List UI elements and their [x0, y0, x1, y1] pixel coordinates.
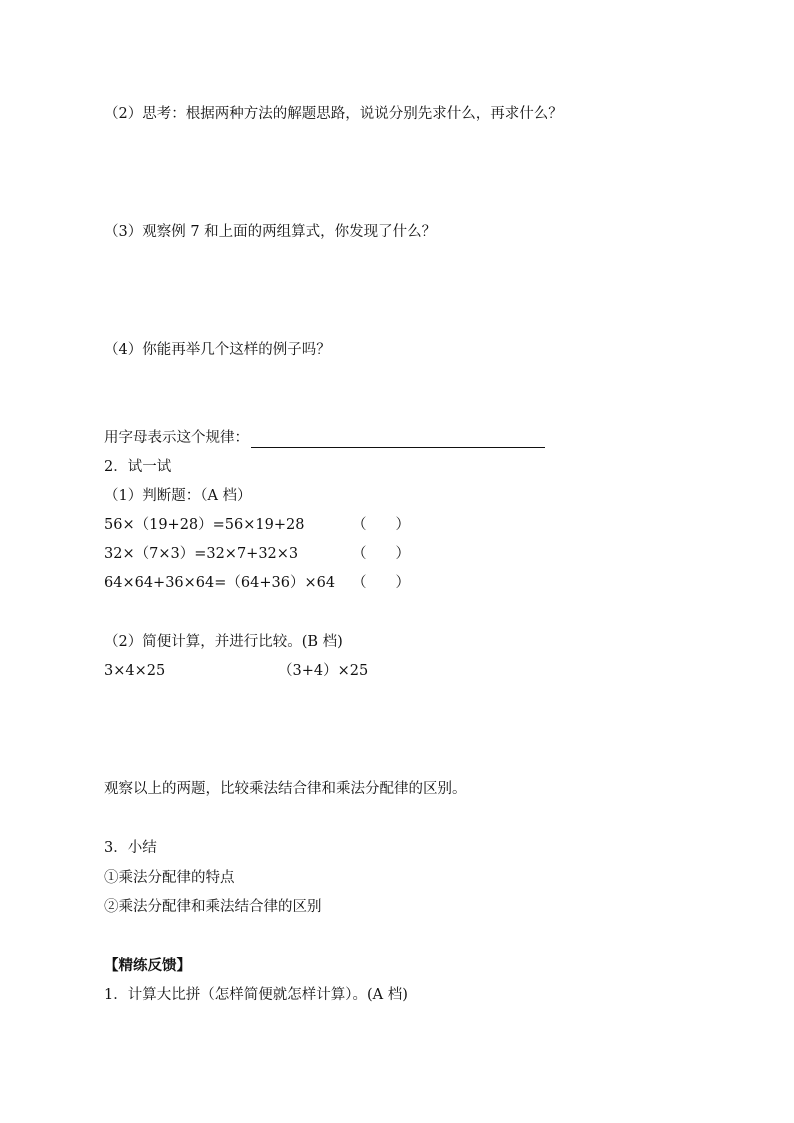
judge-item-2-answer: （ ）: [352, 546, 410, 562]
judge-item-1-expr: 56×（19+28）=56×19+28: [104, 517, 305, 533]
calc-left: 3×4×25: [104, 663, 166, 679]
simplify-title: （2）简便计算，并进行比较。(B 档): [104, 634, 343, 650]
judge-title: （1）判断题：（A 档）: [104, 488, 252, 504]
observe-prompt: 观察以上的两题，比较乘法结合律和乘法分配律的区别。: [104, 781, 467, 797]
feedback-title: 【精练反馈】: [104, 957, 191, 974]
question-4: （4）你能再举几个这样的例子吗？: [104, 342, 331, 358]
summary-item-1: ①乘法分配律的特点: [104, 870, 235, 886]
judge-item-3-expr: 64×64+36×64=（64+36）×64: [104, 575, 336, 591]
rule-prompt-row: [104, 428, 545, 448]
section-3-title: 3．小结: [104, 840, 157, 856]
rule-prompt-label: 用字母表示这个规律：: [104, 430, 249, 446]
judge-item-1-answer: （ ）: [352, 517, 410, 533]
summary-item-2: ②乘法分配律和乘法结合律的区别: [104, 899, 322, 915]
section-2-title: 2．试一试: [104, 459, 172, 475]
judge-item-2-expr: 32×（7×3）=32×7+32×3: [104, 546, 299, 562]
judge-item-3-answer: （ ）: [352, 575, 410, 591]
rule-answer-blank: [251, 431, 545, 448]
question-3: （3）观察例 7 和上面的两组算式，你发现了什么？: [104, 224, 437, 240]
calc-right: （3+4）×25: [278, 663, 369, 679]
question-2: （2）思考：根据两种方法的解题思路，说说分别先求什么，再求什么？: [104, 106, 563, 122]
feedback-item-1: 1．计算大比拼（怎样简便就怎样计算）。(A 档): [104, 987, 408, 1003]
